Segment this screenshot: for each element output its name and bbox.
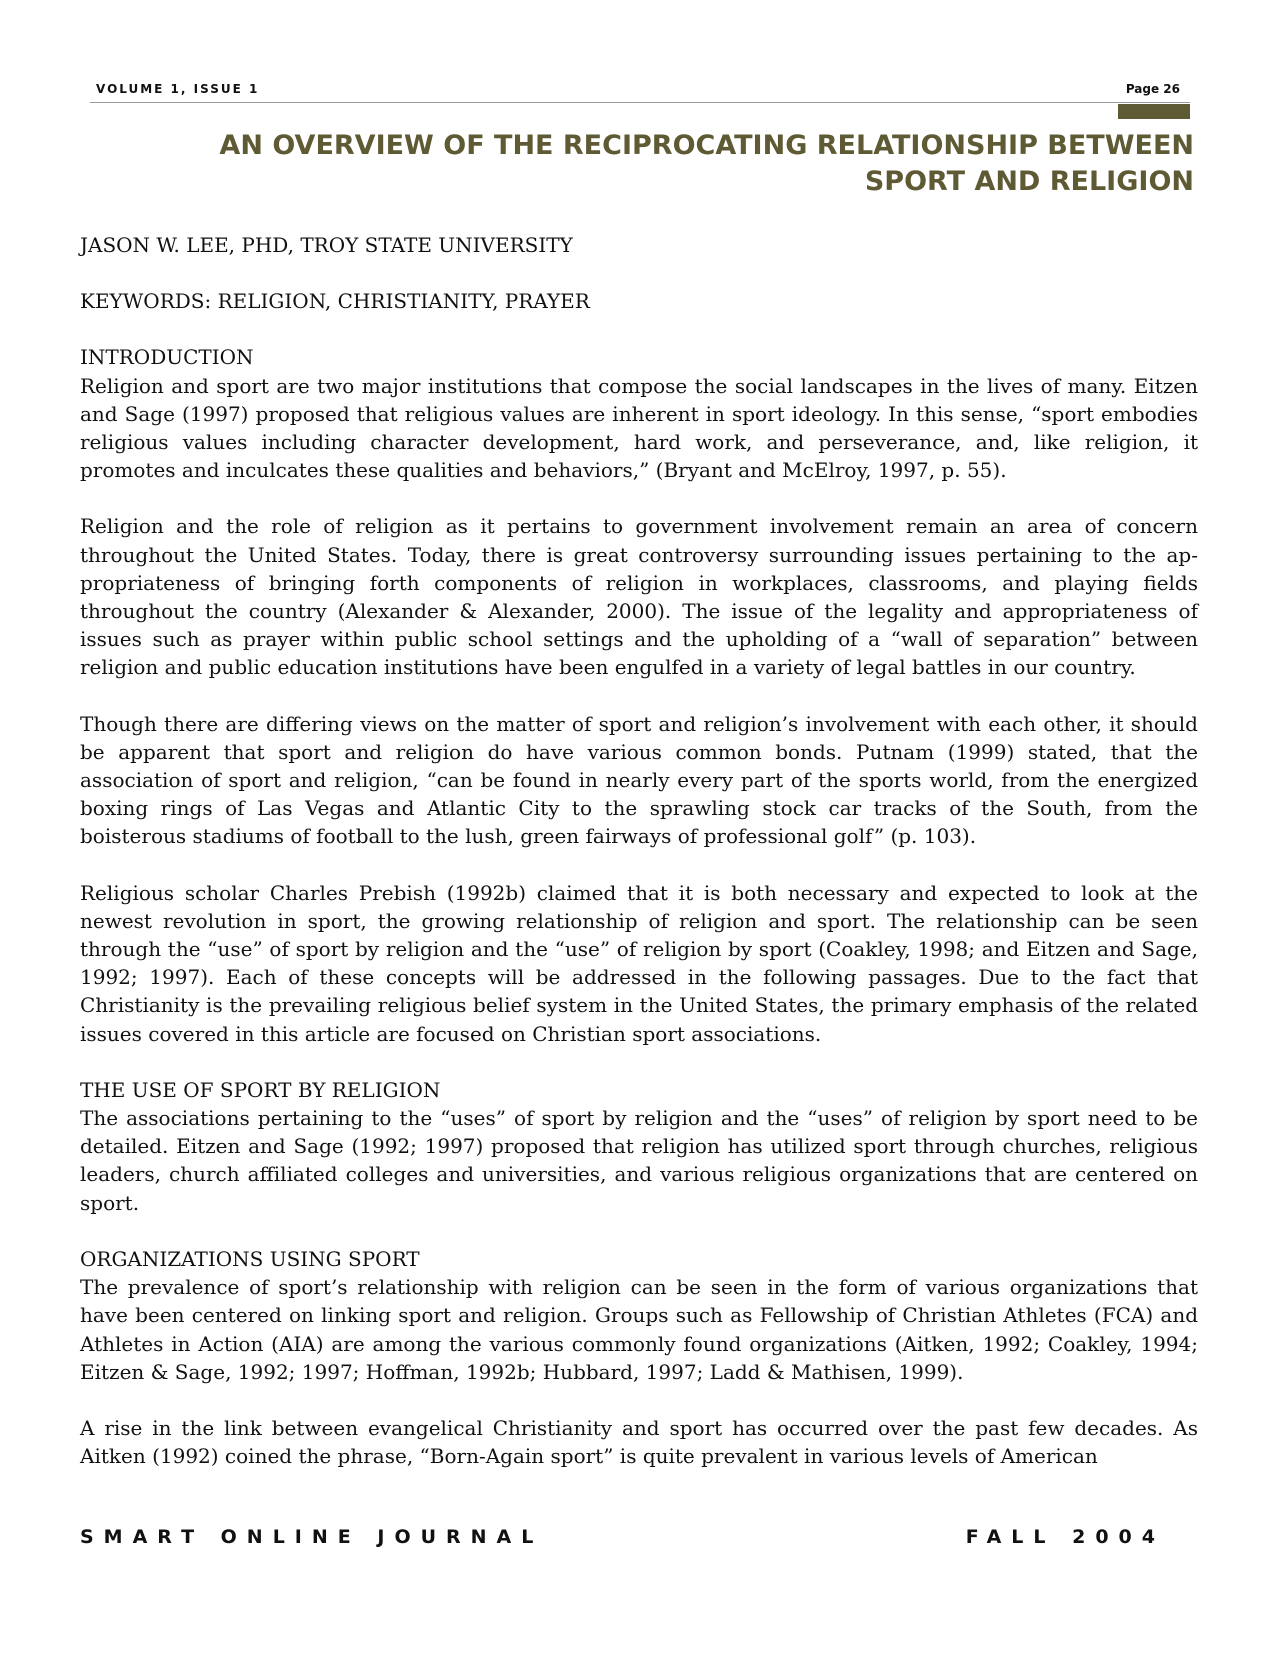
paragraph: Though there are differing views on the matter of sport and religion’s involvement with each other, it should be apparent that sport and religion do have various common bonds. Putnam (1999) stated, that the association of sport and religion, “can be found in nearly every part of the sports world, from the energized boxing rings of Las Vegas and Atlantic City to the sprawling stock car tracks of the South, from the boisterous stadiums of football to the lush, green fairways of professional golf” (p. 103). <box>80 711 1198 849</box>
keywords-line: KEYWORDS: RELIGION, CHRISTIANITY, PRAYER <box>80 289 590 314</box>
article-body <box>80 231 1198 1498</box>
paragraph: The associations pertaining to the “uses” of sport by religion and the “uses” of religion by sport need to be detailed. Eitzen and Sage (1992; 1997) proposed that religion has utilized sport through churches, religious leaders, church affiliated colleges and universities, and various religious organizations that are centered on sport. <box>80 1106 1198 1215</box>
running-header <box>90 80 1190 102</box>
section-heading-introduction: INTRODUCTION <box>80 345 254 370</box>
section-heading-organizations: ORGANIZATIONS USING SPORT <box>80 1246 420 1271</box>
paragraph: The prevalence of sport’s relationship with religion can be seen in the form of various organizations that have been centered on linking sport and religion. Groups such as Fellowship of Christian Athletes (FCA) and Athletes in Action (AIA) are among the various commonly found organizations (Aitken, 1992; Coakley, 1994; Eitzen & Sage, 1992; 1997; Hoffman, 1992b; Hubbard, 1997; Ladd & Mathisen, 1999). <box>80 1275 1198 1384</box>
page-number: Page 26 <box>1125 82 1180 96</box>
volume-issue: VOLUME 1, ISSUE 1 <box>96 82 260 96</box>
paragraph: Religion and sport are two major institutions that compose the social landscapes in the lives of many. Eitzen and Sage (1997) proposed that religious values are inherent in sport ideology. In this sense, “sport embodies religious values including character development, hard work, and perseverance, and, like religion, it promotes and inculcates these qualities and behaviors,” (Bryant and McElroy, 1997, p. 55). <box>80 373 1198 483</box>
footer-season: FALL 2004 <box>965 1526 1165 1548</box>
section-heading-use-of-sport: THE USE OF SPORT BY RELIGION <box>80 1077 441 1102</box>
footer-journal: SMART ONLINE JOURNAL <box>80 1526 544 1548</box>
header-rule <box>90 102 1190 103</box>
paragraph: Religious scholar Charles Prebish (1992b) claimed that it is both necessary and expected to look at the newest revolution in sport, the growing relationship of religion and sport. The relationship can be seen through the “use” of sport by religion and the “use” of religion by sport (Coakley, 1998; and Eitzen and Sage, 1992; 1997). Each of these concepts will be addressed in the following passages. Due to the fact that Christianity is the prevailing religious belief system in the United States, the primary emphasis of the related issues covered in this article are focused on Christian sport associations. <box>80 880 1198 1046</box>
paragraph: Religion and the role of religion as it pertains to government involvement remain an area of concern throughout the United States. Today, there is great controversy surrounding issues pertaining to the appropriateness of bringing forth components of religion in workplaces, classrooms, and playing fields throughout the country (Alexander & Alexander, 2000). The issue of the legality and appropriateness of issues such as prayer within public school settings and the upholding of a “wall of separation” between religion and public education institutions have been engulfed in a variety of legal battles in our country. <box>80 514 1198 680</box>
accent-block <box>1118 104 1190 119</box>
author-line: JASON W. LEE, PHD, TROY STATE UNIVERSITY <box>80 233 573 257</box>
paragraph: A rise in the link between evangelical Christianity and sport has occurred over the past few decades. As Aitken (1992) coined the phrase, “Born-Again sport” is quite prevalent in various levels of American <box>80 1415 1198 1469</box>
article-title: AN OVERVIEW OF THE RECIPROCATING RELATIONSHIP BETWEEN SPORT AND RELIGION <box>219 130 1194 197</box>
